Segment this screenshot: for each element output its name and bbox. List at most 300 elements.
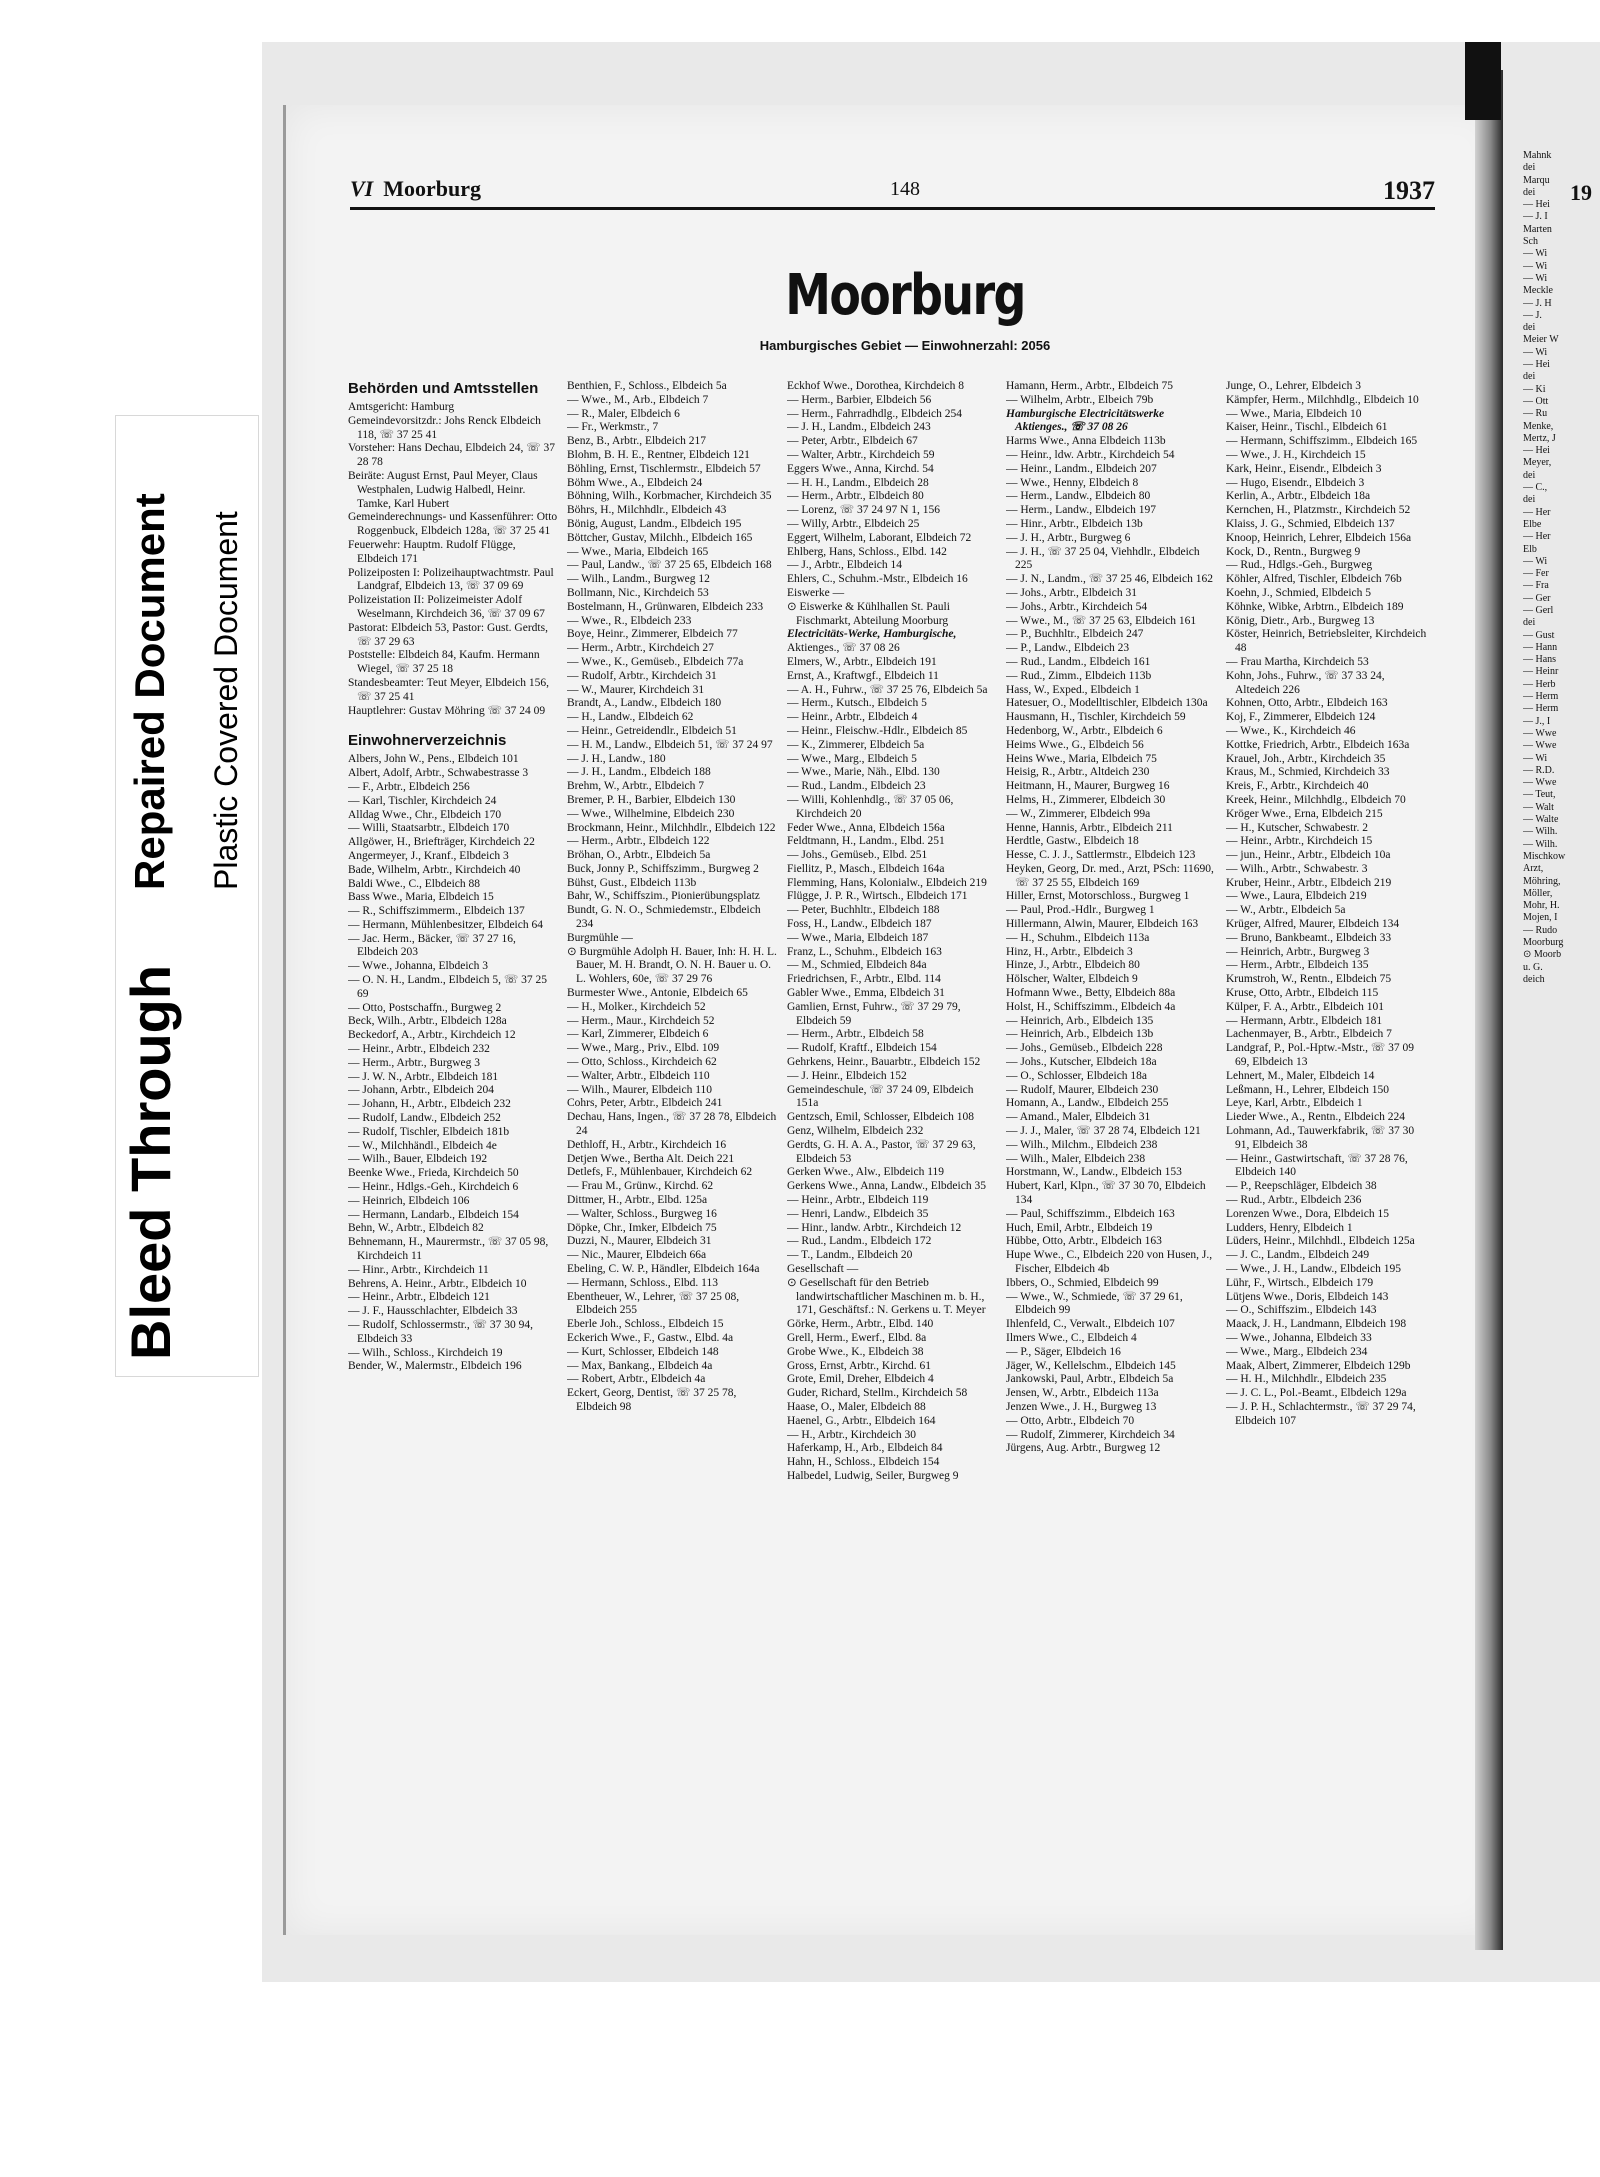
directory-entry: Amtsgericht: Hamburg [348,401,455,413]
directory-entry: Fiellitz, P., Masch., Elbdeich 164a [787,862,945,875]
directory-entry: — A. H., Fuhrw., ☏ 37 25 76, Elbdeich 5a [787,683,988,696]
directory-entry: — Walter, Schloss., Burgweg 16 [567,1207,717,1220]
directory-entry: Eckerich Wwe., F., Gastw., Elbd. 4a [567,1331,734,1344]
directory-entry: — Wwe., Maria, Elbdeich 187 [787,931,929,944]
directory-entry: — Hermann, Mühlenbesitzer, Elbdeich 64 [348,918,543,931]
directory-entry: Böhning, Wilh., Korbmacher, Kirchdeich 35 [567,490,772,503]
directory-entry: Kreek, Heinr., Milchhdlg., Elbdeich 70 [1226,793,1406,806]
directory-entry: Lorenzen Wwe., Dora, Elbdeich 15 [1226,1207,1389,1220]
directory-entry: — Wwe., M., Arb., Elbdeich 7 [567,393,709,406]
directory-entry: — Heinrich, Arb., Elbdeich 135 [1006,1014,1154,1027]
directory-entry: Foss, H., Landw., Elbdeich 187 [787,918,932,931]
directory-entry: Kröger Wwe., Erna, Elbdeich 215 [1226,807,1383,820]
fragment-line: Marqu [1523,174,1550,186]
directory-entry: Kohn, Johs., Fuhrw., ☏ 37 33 24, Altedeich 226 [1226,669,1385,696]
directory-entry: Angermeyer, J., Kranf., Elbdeich 3 [348,849,509,862]
directory-entry: — Rudolf, Arbtr., Kirchdeich 31 [567,669,717,682]
directory-entry: Harms Wwe., Anna Elbdeich 113b [1006,435,1166,448]
fragment-line: Mahnk [1523,150,1552,161]
fragment-line: dei [1523,371,1536,383]
fragment-line: — Wi [1523,272,1548,284]
directory-entry: Lohmann, Ad., Tauwerkfabrik, ☏ 37 30 91, Elbdeich 38 [1226,1125,1415,1151]
directory-entry: Polizeiposten I: Polizeihauptwachtmstr. Paul Landgraf, Elbdeich 13, ☏ 37 09 69 [348,566,554,593]
directory-entry: Köster, Heinrich, Betriebsleiter, Kirchdeich 48 [1226,628,1427,655]
directory-entry: Aktienges., ☏ 37 08 26 [787,642,900,655]
directory-entry: Ehlers, C., Schuhm.-Mstr., Elbdeich 16 [787,573,968,586]
fragment-line: Möller, [1523,887,1553,899]
directory-entry: Bönig, August, Landm., Elbdeich 195 [567,517,742,530]
directory-entry: — Rudolf, Zimmerer, Kirchdeich 34 [1006,1428,1175,1441]
fragment-line: — J. [1523,309,1542,321]
directory-entry: Kottke, Friedrich, Arbtr., Elbdeich 163a [1226,738,1410,751]
directory-entry: — jun., Heinr., Arbtr., Elbdeich 10a [1226,849,1391,862]
directory-entry: — Kurt, Schlosser, Elbdeich 148 [567,1345,719,1358]
directory-entry: Eckhof Wwe., Dorothea, Kirchdeich 8 [787,380,965,392]
directory-entry: Brandt, A., Landw., Elbdeich 180 [567,697,722,710]
directory-entry: Kruse, Otto, Arbtr., Elbdeich 115 [1226,987,1379,1000]
directory-entry: Hillermann, Alwin, Maurer, Elbdeich 163 [1006,918,1199,931]
directory-entry: Eberle Joh., Schloss., Elbdeich 15 [567,1318,724,1331]
directory-entry: Ebentheuer, W., Lehrer, ☏ 37 25 08, Elbdeich 255 [567,1290,740,1317]
directory-entry: — Bruno, Bankbeamt., Elbdeich 33 [1226,931,1392,944]
directory-entry: Henne, Hannis, Arbtr., Elbdeich 211 [1006,821,1173,834]
directory-entry: — Otto, Postschaffn., Burgweg 2 [348,1001,502,1014]
directory-entry: — Lorenz, ☏ 37 24 97 N 1, 156 [787,504,940,517]
directory-entry: — Paul, Schiffszimm., Elbdeich 163 [1006,1207,1175,1220]
directory-entry: Dechau, Hans, Ingen., ☏ 37 28 78, Elbdeich 24 [567,1111,777,1138]
directory-entry: — Frau M., Grünw., Kirchd. 62 [567,1180,714,1193]
fragment-line: — Gerl [1523,604,1554,616]
directory-entry: — Heinr., Arbtr., Elbdeich 232 [348,1043,490,1056]
directory-entry: — O., Schiffszim., Elbdeich 143 [1226,1304,1377,1317]
directory-entry: Heims Wwe., G., Elbdeich 56 [1006,738,1144,751]
directory-entry: Haase, O., Maler, Elbdeich 88 [787,1400,926,1413]
section-heading: Einwohnerverzeichnis [348,732,507,750]
next-page-number: 19 [1570,180,1592,205]
directory-entry: — Heinr., Gastwirtschaft, ☏ 37 28 76, Elbdeich 140 [1226,1152,1408,1179]
fragment-line: Mischkow [1523,850,1566,862]
directory-entry: Eggert, Wilhelm, Laborant, Elbdeich 72 [787,531,972,544]
directory-entry: — Wwe., J. H., Landw., Elbdeich 195 [1226,1263,1402,1275]
directory-entry: — Otto, Arbtr., Elbdeich 70 [1006,1414,1135,1427]
directory-entry: Hofmann Wwe., Betty, Elbdeich 88a [1006,987,1176,1000]
fragment-line: dei [1523,186,1536,198]
directory-entry: — Hermann, Arbtr., Elbdeich 181 [1226,1014,1383,1027]
directory-entry: — J. N., Landm., ☏ 37 25 46, Elbdeich 162 [1006,573,1213,586]
directory-entry: — J. F., Hausschlachter, Elbdeich 33 [348,1305,518,1318]
directory-entry: Gerdts, G. H. A. A., Pastor, ☏ 37 29 63, Elbdeich 53 [787,1138,976,1165]
directory-entry: Burmester Wwe., Antonie, Elbdeich 65 [567,987,748,1000]
directory-entry: Albert, Adolf, Arbtr., Schwabestrasse 3 [348,767,529,780]
directory-entry: Alldag Wwe., Chr., Elbdeich 170 [348,808,502,821]
directory-entry: Koj, F., Zimmerer, Elbdeich 124 [1226,711,1376,724]
directory-entry: Hamann, Herm., Arbtr., Elbdeich 75 [1006,380,1174,392]
directory-entry: Lüders, Heinr., Milchhdl., Elbdeich 125a [1226,1235,1415,1248]
directory-entry: — F., Arbtr., Elbdeich 256 [348,780,470,793]
directory-entry: — Wwe., Marg., Elbdeich 5 [787,752,917,765]
header-year: 1937 [1383,176,1435,205]
fragment-line: — Ott [1523,395,1549,407]
directory-entry: Feldtmann, H., Landm., Elbd. 251 [787,835,945,848]
directory-entry: Döpke, Chr., Imker, Elbdeich 75 [567,1221,717,1234]
directory-entry: Detlefs, F., Mühlenbauer, Kirchdeich 62 [567,1166,753,1179]
directory-entry: — M., Schmied, Elbdeich 84a [787,959,927,972]
fragment-line: dei [1523,617,1536,629]
fragment-line: — Gust [1523,629,1555,641]
directory-entry: Hass, W., Exped., Elbdeich 1 [1006,683,1140,696]
fragment-line: Elbe [1523,518,1542,530]
fragment-line: Meyer, [1523,457,1552,469]
directory-entry: — Wwe., J. H., Kirchdeich 15 [1226,448,1366,461]
directory-entry: Krumstroh, W., Rentn., Elbdeich 75 [1226,973,1392,986]
directory-entry: — H., Molker., Kirchdeich 52 [567,1000,706,1013]
directory-entry: — Rudolf, Maurer, Elbdeich 230 [1006,1083,1159,1096]
fragment-line: — Wwe [1523,740,1557,752]
directory-entry: Ebeling, C. W. P., Händler, Elbdeich 164a [567,1263,760,1275]
directory-entry: Benthien, F., Schloss., Elbdeich 5a [567,380,727,392]
directory-entry: — Rud., Landm., Elbdeich 23 [787,780,926,793]
fragment-line: — Teut, [1523,789,1556,801]
fragment-line: — J., I [1523,715,1551,727]
fragment-line: — Hann [1523,641,1558,653]
directory-entry: Gerken Wwe., Alw., Elbdeich 119 [787,1166,945,1179]
directory-entry: Bollmann, Nic., Kirchdeich 53 [567,586,709,599]
directory-entry: Lütjens Wwe., Doris, Elbdeich 143 [1226,1290,1389,1303]
directory-entry: — J. H., Landm., Elbdeich 243 [787,421,931,434]
directory-entry: — Peter, Buchhltr., Elbdeich 188 [787,904,940,917]
directory-entry: Kerlin, A., Arbtr., Elbdeich 18a [1226,490,1371,503]
directory-entry: — T., Landm., Elbdeich 20 [787,1249,913,1262]
directory-entry: — Wilhelm, Arbtr., Elbeich 79b [1006,393,1154,406]
directory-entry: Hedenborg, W., Arbtr., Elbdeich 6 [1006,724,1163,737]
directory-entry: Standesbeamter: Teut Meyer, Elbdeich 156, ☏ 37 25 41 [348,676,549,703]
directory-entry: Eckert, Georg, Dentist, ☏ 37 25 78, Elbdeich 98 [567,1387,737,1413]
fragment-line: — Wwe [1523,777,1557,789]
directory-entry: — J. H., Landw., 180 [567,752,666,765]
directory-entry: Böhrs, H., Milchhdlr., Elbdeich 43 [567,504,727,517]
directory-entry: — Wilh., Bauer, Elbdeich 192 [348,1153,488,1166]
directory-entry: Bender, W., Malermstr., Elbdeich 196 [348,1360,522,1373]
directory-entry: — Wwe., Wilhelmine, Elbdeich 230 [567,807,735,820]
directory-entry: — Heinr., Arbtr., Elbdeich 121 [348,1291,490,1304]
directory-entry: Boye, Heinr., Zimmerer, Elbdeich 77 [567,628,738,641]
directory-entry: Kaiser, Heinr., Tischl., Elbdeich 61 [1226,421,1388,434]
fragment-line: Marten [1523,223,1552,235]
directory-entry: Franz, L., Schuhm., Elbdeich 163 [787,945,942,958]
directory-entry: Feder Wwe., Anna, Elbdeich 156a [787,821,945,834]
directory-entry: Gentzsch, Emil, Schlosser, Elbdeich 108 [787,1111,975,1124]
fragment-line: dei [1523,162,1536,174]
fragment-line: — Wilh. [1523,838,1558,850]
bleed-through-label: Bleed Through [119,964,182,1360]
directory-entry: — P., Landw., Elbdeich 23 [1006,642,1130,655]
directory-entry: Klaiss, J. G., Schmied, Elbdeich 137 [1226,517,1395,530]
directory-entry: — Wwe., W., Schmiede, ☏ 37 29 61, Elbdeich 99 [1006,1290,1183,1317]
directory-entry: Leßmann, H., Lehrer, Elbdeich 150 [1226,1083,1390,1096]
directory-entry: Jensen, W., Arbtr., Elbdeich 113a [1006,1387,1159,1400]
directory-entry: — Rudolf, Landw., Elbdeich 252 [348,1112,501,1125]
directory-entry: — Heinr., Arbtr., Kirchdeich 15 [1226,835,1373,848]
directory-entry: Homann, A., Landw., Elbdeich 255 [1006,1097,1169,1110]
directory-entry: — Johs., Arbtr., Kirchdeich 54 [1006,600,1148,613]
page-subtitle: Hamburgisches Gebiet — Einwohnerzahl: 2056 [759,338,1051,353]
fragment-line: — Ger [1523,592,1551,604]
directory-entry: Ilmers Wwe., C., Elbdeich 4 [1006,1331,1137,1344]
directory-entry: ⊙ Gesellschaft für den Betrieb landwirtschaftlicher Maschinen m. b. H., 171, Geschäftsf.: N. Gerkens u. T. Meyer [787,1276,986,1317]
fragment-line: — Rudo [1523,924,1558,936]
directory-entry: — Henri, Landw., Elbdeich 35 [787,1207,929,1220]
directory-entry: — P., Reepschläger, Elbdeich 38 [1226,1180,1377,1193]
directory-entry: — Nic., Maurer, Elbdeich 66a [567,1249,707,1262]
directory-entry: Krauel, Joh., Arbtr., Kirchdeich 35 [1226,752,1386,765]
directory-entry: Lehnert, M., Maler, Elbdeich 14 [1226,1069,1375,1082]
directory-entry: — Wwe., Maria, Elbdeich 165 [567,545,709,558]
directory-entry: Bundt, G. N. O., Schmiedemstr., Elbdeich 234 [567,904,761,931]
directory-entry: Bahr, W., Schiffszim., Pionierübungsplatz [567,890,760,903]
directory-entry: Gehrkens, Heinr., Bauarbtr., Elbdeich 152 [787,1056,981,1069]
directory-entry: Ibbers, O., Schmied, Elbdeich 99 [1006,1276,1159,1289]
directory-entry: — P., Säger, Elbdeich 16 [1006,1345,1121,1358]
directory-entry: Blohm, B. H. E., Rentner, Elbdeich 121 [567,448,750,461]
directory-entry: — Heinr., Fleischw.-Hdlr., Elbdeich 85 [787,724,968,737]
directory-entry: Eiswerke — [787,586,845,599]
directory-entry: Gemeindevorsitzdr.: Johs Renck Elbdeich 118, ☏ 37 25 41 [348,414,541,441]
directory-entry: — Johann, H., Arbtr., Elbdeich 232 [348,1098,511,1111]
directory-entry: Grote, Emil, Dreher, Elbdeich 4 [787,1373,934,1386]
fragment-line: dei [1523,469,1536,481]
directory-entry: — Wwe., Henny, Elbdeich 8 [1006,476,1139,489]
directory-entry: — Hermann, Schiffszimm., Elbdeich 165 [1226,435,1418,448]
directory-entry: — Frau Martha, Kirchdeich 53 [1226,655,1369,668]
directory-entry: — Rudolf, Kraftf., Elbdeich 154 [787,1042,937,1055]
directory-entry: Gemeindeschule, ☏ 37 24 09, Elbdeich 151a [787,1083,974,1110]
directory-entry: — Willi, Staatsarbtr., Elbdeich 170 [348,822,510,835]
directory-entry: — R., Schiffszimmerm., Elbdeich 137 [348,905,525,918]
directory-entry: — Rud., Landm., Elbdeich 172 [787,1235,932,1248]
directory-entry: — W., Milchhändl., Elbdeich 4e [348,1139,497,1152]
directory-entry: Ludders, Henry, Elbdeich 1 [1226,1221,1353,1234]
directory-entry: ⊙ Eiswerke & Kühlhallen St. Pauli Fischmarkt, Abteilung Moorburg [787,600,950,627]
directory-entry: Külper, F. A., Arbtr., Elbdeich 101 [1226,1000,1385,1013]
directory-entry: Cohrs, Peter, Arbtr., Elbdeich 241 [567,1097,723,1110]
directory-entry: Kock, D., Rentn., Burgweg 9 [1226,545,1361,558]
directory-entry: — Wilh., Arbtr., Schwabestr. 3 [1226,862,1368,875]
directory-entry: Gamlien, Ernst, Fuhrw., ☏ 37 29 79, Elbdeich 59 [787,1000,961,1027]
directory-entry: — Wilh., Maler, Elbdeich 238 [1006,1152,1146,1165]
directory-entry: — Wwe., R., Elbdeich 233 [567,614,692,627]
fragment-line: — Herm [1523,703,1559,715]
directory-entry: — J. H., Landm., Elbdeich 188 [567,766,711,779]
directory-entry: Jürgens, Aug. Arbtr., Burgweg 12 [1006,1442,1161,1455]
directory-column-3 [787,380,997,1920]
directory-entry: — R., Maler, Elbdeich 6 [567,407,680,420]
directory-entry: — H., Kutscher, Schwabestr. 2 [1226,821,1368,834]
directory-entry: Baldi Wwe., C., Elbdeich 88 [348,877,481,890]
fragment-line: Meckle [1523,285,1553,297]
directory-entry: — Rud., Zimm., Elbdeich 113b [1006,669,1152,682]
directory-entry: — Hinr., landw. Arbtr., Kirchdeich 12 [787,1221,962,1234]
directory-entry: — Wwe., Johanna, Elbdeich 3 [348,960,488,973]
directory-entry: Flemming, Hans, Kolonialw., Elbdeich 219 [787,876,987,889]
directory-entry: — Rud., Hdlgs.-Geh., Burgweg [1226,559,1373,572]
fragment-line: — Wwe [1523,727,1557,739]
directory-entry: — Herm., Arbtr., Kirchdeich 27 [567,642,714,655]
fragment-line: Mertz, J [1523,432,1556,444]
directory-entry: — Otto, Schloss., Kirchdeich 62 [567,1056,717,1069]
directory-entry: — Max, Bankang., Elbdeich 4a [567,1359,713,1372]
directory-entry: Hatesuer, O., Modelltischler, Elbdeich 130a [1006,697,1208,710]
directory-entry: Bass Wwe., Maria, Elbdeich 15 [348,891,494,904]
directory-entry: Behrens, A. Heinr., Arbtr., Elbdeich 10 [348,1277,527,1290]
directory-entry: Gross, Ernst, Arbtr., Kirchd. 61 [787,1359,932,1372]
directory-entry: Pastorat: Elbdeich 53, Pastor: Gust. Gerdts, ☏ 37 29 63 [348,621,548,648]
fragment-line: Moorburg [1523,937,1564,948]
directory-entry: — P., Buchhltr., Elbdeich 247 [1006,628,1144,641]
directory-entry: — Rud., Landm., Elbdeich 161 [1006,655,1151,668]
directory-entry: Landgraf, P., Pol.-Hptw.-Mstr., ☏ 37 09 69, Elbdeich 13 [1226,1042,1415,1069]
directory-entry: Haferkamp, H., Arb., Elbdeich 84 [787,1442,943,1455]
directory-entry: Gemeinderechnungs- und Kassenführer: Otto Roggenbuck, Elbdeich 128a, ☏ 37 25 41 [348,511,558,538]
directory-entry: Maak, Albert, Zimmerer, Elbdeich 129b [1226,1359,1411,1372]
directory-entry: — Wwe., Maria, Elbdeich 10 [1226,407,1362,420]
directory-entry: — Herm., Fahrradhdlg., Elbdeich 254 [787,407,963,420]
next-page-fragment [1523,150,1600,1830]
directory-entry: — Johann, Arbtr., Elbdeich 204 [348,1084,494,1097]
directory-entry: ⊙ Burgmühle Adolph H. Bauer, Inh: H. H. L. Bauer, M. H. Brandt, O. N. H. Bauer u. O. L. Wohlers, 60e, ☏ 37 29 76 [567,945,777,986]
directory-entry: — Herm., Maur., Kirchdeich 52 [567,1014,715,1027]
directory-entry: — Wwe., Johanna, Elbdeich 33 [1226,1331,1372,1344]
fragment-line: — Hei [1523,445,1550,457]
fragment-line: — Walt [1523,801,1554,813]
directory-entry: — J. Heinr., Elbdeich 152 [787,1069,907,1082]
directory-entry: Beiräte: August Ernst, Paul Meyer, Claus Westphalen, Ludwig Halbedl, Heinr. Tamke, Karl Hubert [348,469,538,510]
directory-entry: Huch, Emil, Arbtr., Elbdeich 19 [1006,1221,1153,1234]
page-gutter [1475,70,1503,1950]
directory-entry: — O., Schlosser, Elbdeich 18a [1006,1069,1148,1082]
directory-entry: Beck, Wilh., Arbtr., Elbdeich 128a [348,1015,507,1028]
directory-entry: — Wwe., Marie, Näh., Elbd. 130 [787,766,940,779]
directory-entry: — Herm., Landw., Elbdeich 80 [1006,490,1151,503]
directory-entry: — H. M., Landw., Elbdeich 51, ☏ 37 24 97 [567,738,773,751]
fragment-line: — Ki [1523,383,1546,395]
directory-entry: Leye, Karl, Arbtr., Elbdeich 1 [1226,1097,1363,1110]
directory-entry: Beenke Wwe., Frieda, Kirchdeich 50 [348,1167,519,1180]
directory-entry: Heins Wwe., Maria, Elbdeich 75 [1006,752,1157,765]
directory-entry: — W., Zimmerer, Elbdeich 99a [1006,807,1151,820]
directory-entry: Bade, Wilhelm, Arbtr., Kirchdeich 40 [348,863,521,876]
directory-entry: — Hermann, Landarb., Elbdeich 154 [348,1208,519,1221]
directory-entry: Polizeistation II: Polizeimeister Adolf Weselmann, Kirchdeich 36, ☏ 37 09 67 [348,594,545,620]
directory-entry: — Willi, Kohlenhdlg., ☏ 37 05 06, Kirchdeich 20 [787,793,954,820]
directory-entry: — W., Arbtr., Elbdeich 5a [1226,904,1346,917]
directory-entry: Dittmer, H., Arbtr., Elbd. 125a [567,1194,708,1207]
directory-entry: — J., Arbtr., Elbdeich 14 [787,559,902,572]
directory-entry: Haenel, G., Arbtr., Elbdeich 164 [787,1414,936,1427]
directory-column-4 [1006,380,1216,1920]
directory-entry: — H., Arbtr., Kirchdeich 30 [787,1428,917,1441]
directory-entry: — Herm., Barbier, Elbdeich 56 [787,393,932,406]
directory-column-1 [348,380,558,1920]
directory-entry: Burgmühle — [567,931,633,944]
directory-entry: Böhling, Ernst, Tischlermstr., Elbdeich 57 [567,462,761,475]
directory-entry: — Johs., Kutscher, Elbdeich 18a [1006,1056,1157,1069]
fragment-line: u. G. [1523,961,1543,973]
directory-entry: — Rudolf, Tischler, Elbdeich 181b [348,1125,510,1138]
directory-entry: Hiller, Ernst, Motorschloss., Burgweg 1 [1006,890,1190,903]
directory-entry: — Jac. Herm., Bäcker, ☏ 37 27 16, Elbdeich 203 [348,932,516,959]
directory-entry: Hinz, H., Arbtr., Elbdeich 3 [1006,945,1133,958]
fragment-line: — Walte [1523,814,1559,826]
fragment-line: Arzt, [1523,863,1544,875]
directory-entry: Jankowski, Paul, Arbtr., Elbdeich 5a [1006,1373,1174,1386]
directory-entry: Maack, J. H., Landmann, Elbdeich 198 [1226,1318,1407,1331]
directory-entry: Hausmann, H., Tischler, Kirchdeich 59 [1006,711,1186,724]
fragment-line: — Wi [1523,260,1548,272]
fragment-line: — Fra [1523,580,1549,592]
directory-entry: — Heinr., ldw. Arbtr., Kirchdeich 54 [1006,448,1175,461]
directory-entry: — Wilh., Maurer, Elbdeich 110 [567,1083,713,1096]
header-rule [350,207,1435,210]
directory-column-5 [1226,380,1431,1920]
page-number: 148 [890,178,920,200]
directory-entry: Behnemann, H., Maurermstr., ☏ 37 05 98, Kirchdeich 11 [348,1236,549,1263]
directory-entry: Gerkens Wwe., Anna, Landw., Elbdeich 35 [787,1180,986,1193]
directory-entry: Guder, Richard, Stellm., Kirchdeich 58 [787,1387,968,1400]
directory-entry: — Wwe., K., Gemüseb., Elbdeich 77a [567,655,744,668]
directory-entry: Eggers Wwe., Anna, Kirchd. 54 [787,462,934,475]
directory-entry: Dethloff, H., Arbtr., Kirchdeich 16 [567,1138,727,1151]
directory-entry: Ihlenfeld, C., Verwalt., Elbdeich 107 [1006,1318,1175,1331]
fragment-line: — C., [1523,482,1548,494]
directory-entry: Heyken, Georg, Dr. med., Arzt, PSch: 11690, ☏ 37 25 55, Elbdeich 169 [1006,862,1214,889]
directory-entry: Böhm Wwe., A., Elbdeich 24 [567,476,703,489]
fragment-line: Menke, [1523,420,1554,432]
directory-entry: Hesse, C. J. J., Sattlermstr., Elbdeich 123 [1006,849,1196,862]
directory-entry: — Wwe., K., Kirchdeich 46 [1226,724,1356,737]
directory-entry: — Herm., Arbtr., Elbdeich 122 [567,835,710,848]
directory-entry: Ernst, A., Kraftwgf., Elbdeich 11 [787,669,939,682]
directory-entry: — Herm., Arbtr., Elbdeich 135 [1226,959,1369,972]
fragment-line: — Heinr [1523,666,1559,678]
directory-entry: — Heinrich, Elbdeich 106 [348,1194,470,1207]
directory-entry: Hupe Wwe., C., Elbdeich 220 von Husen, J., Fischer, Elbdeich 4b [1006,1249,1213,1275]
directory-entry: — Karl, Zimmerer, Elbdeich 6 [567,1028,709,1041]
directory-entry: Beckedorf, A., Arbtr., Kirchdeich 12 [348,1029,516,1042]
directory-entry: — Robert, Arbtr., Elbdeich 4a [567,1373,706,1386]
directory-entry: Grobe Wwe., K., Elbdeich 38 [787,1345,924,1358]
directory-entry: Brehm, W., Arbtr., Elbdeich 7 [567,780,705,793]
directory-entry: — Heinrich, Arb., Elbdeich 13b [1006,1028,1154,1041]
directory-entry: König, Dietr., Arb., Burgweg 13 [1226,614,1375,627]
directory-entry: — W., Maurer, Kirchdeich 31 [567,683,705,696]
directory-entry: — Hugo, Eisendr., Elbdeich 3 [1226,476,1365,489]
fragment-line: — Her [1523,506,1551,518]
directory-entry: Heisig, R., Arbtr., Altdeich 230 [1006,766,1150,779]
directory-entry: — Herm., Landw., Elbdeich 197 [1006,504,1156,517]
directory-entry: Hamburgische Electricitätswerke Aktienges., ☏ 37 08 26 [1006,407,1165,434]
directory-entry: Elmers, W., Arbtr., Elbdeich 191 [787,655,937,668]
fragment-line: — Wilh. [1523,826,1558,838]
directory-entry: — Wilh., Landm., Burgweg 12 [567,573,710,586]
directory-entry: — Wwe., Marg., Priv., Elbd. 109 [567,1042,720,1055]
directory-entry: Ehlberg, Hans, Schloss., Elbd. 142 [787,545,947,558]
directory-entry: Herdtle, Gastw., Elbdeich 18 [1006,835,1139,848]
directory-entry: Hauptlehrer: Gustav Möhring ☏ 37 24 09 [348,704,546,717]
directory-entry: — Wwe., M., ☏ 37 25 63, Elbdeich 161 [1006,614,1197,627]
directory-entry: Grell, Herm., Ewerf., Elbd. 8a [787,1331,927,1344]
directory-entry: Görke, Herm., Arbtr., Elbd. 140 [787,1318,934,1331]
directory-entry: Lühr, F., Wirtsch., Elbdeich 179 [1226,1276,1374,1289]
